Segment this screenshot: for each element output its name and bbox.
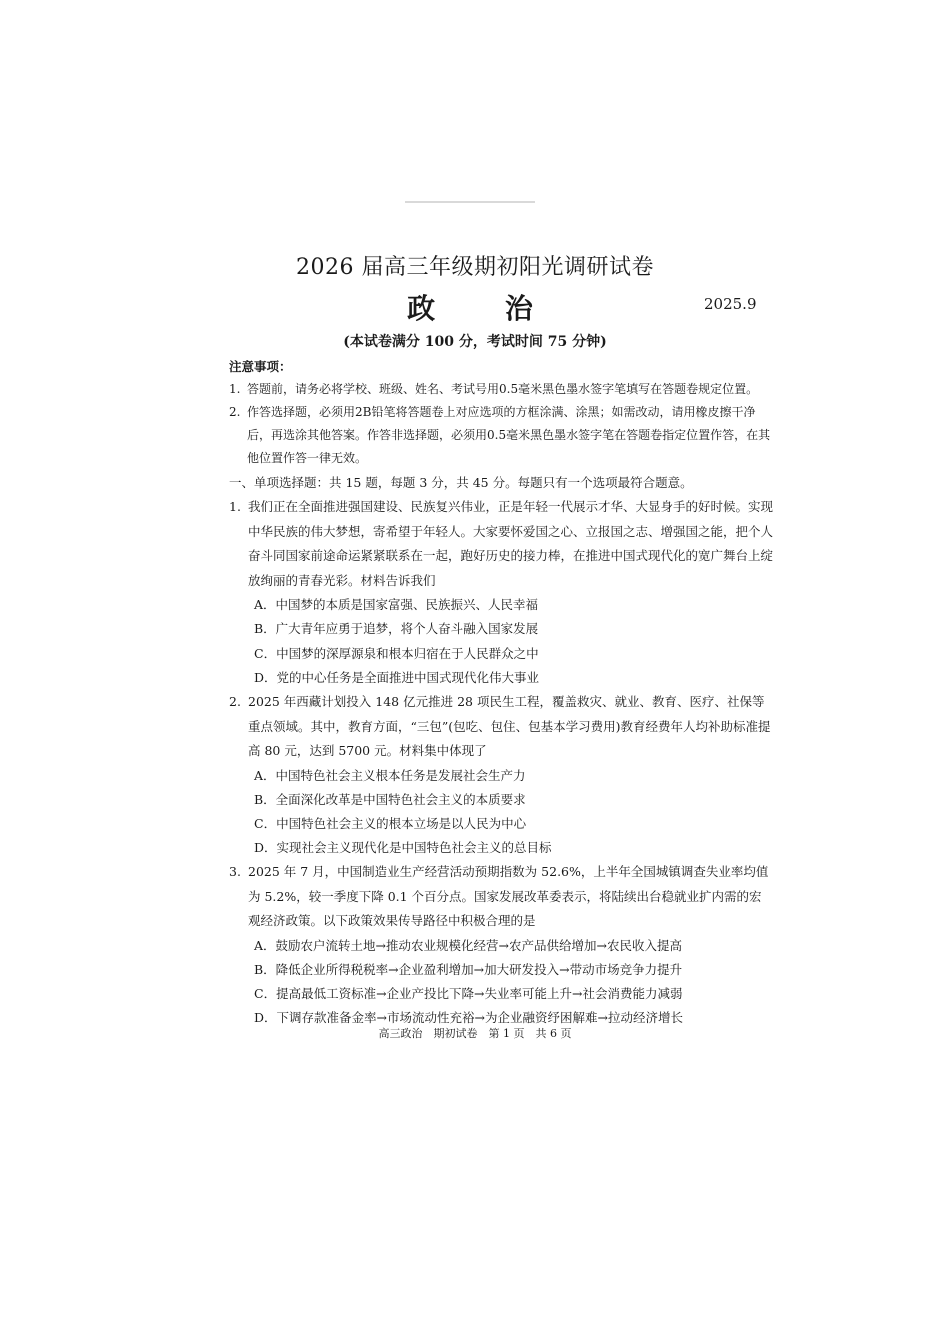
notes-heading: 注意事项： xyxy=(229,359,292,374)
section-heading: 一、单项选择题：共 15 题，每题 3 分，共 45 分。每题只有一个选项最符合题意。 xyxy=(229,475,693,490)
question xyxy=(229,690,774,861)
option-b: B．全面深化改革是中国特色社会主义的本质要求 xyxy=(254,791,526,807)
exam-date: 2025.9 xyxy=(704,295,757,313)
option-list xyxy=(229,593,774,690)
question-number: 3. xyxy=(229,864,241,879)
option-b: B．降低企业所得税税率→企业盈利增加→加大研发投入→带动市场竞争力提升 xyxy=(254,961,683,977)
question xyxy=(229,860,774,1031)
question-stem: 2025 年 7 月，中国制造业生产经营活动预期指数为 52.6%，上半年全国城镇调查失业率均值为 5.2%，较一季度下降 0.1 个百分点。国家发展改革委表示，将陆续出台稳就业扩内需的宏观经济政策。以下政策效果传导路径中积极合理的是 xyxy=(248,864,769,928)
question-stem: 2025 年西藏计划投入 148 亿元推进 28 项民生工程，覆盖救灾、就业、教育、医疗、社保等重点领域。其中，教育方面，“三包”(包吃、包住、包基本学习费用)教育经费年人均补助标准提高 80 元，达到 5700 元。材料集中体现了 xyxy=(248,694,771,758)
note-item xyxy=(229,401,774,470)
option-list xyxy=(229,764,774,861)
question-stem: 我们正在全面推进强国建设、民族复兴伟业，正是年轻一代展示才华、大显身手的好时候。实现中华民族的伟大梦想，寄希望于年轻人。大家要怀爱国之心、立报国之志、增强国之能，把个人奋斗同国家前途命运紧紧联系在一起，跑好历史的接力棒，在推进中国式现代化的宽广舞台上绽放绚丽的青春光彩。材料告诉我们 xyxy=(248,499,774,588)
exam-info: (本试卷满分 100 分，考试时间 75 分钟) xyxy=(343,334,607,350)
note-item xyxy=(229,378,774,401)
option-b: B．广大青年应勇于追梦，将个人奋斗融入国家发展 xyxy=(254,621,539,637)
note-text: 作答选择题，必须用2B铅笔将答题卷上对应选项的方框涂满、涂黑；如需改动，请用橡皮擦干净后，再选涂其他答案。作答非选择题，必须用0.5毫米黑色墨水签字笔在答题卷指定位置作答，在其他位置作答一律无效。 xyxy=(247,405,771,465)
scan-mark xyxy=(405,201,535,203)
note-number: 1. xyxy=(229,382,241,396)
note-number: 2. xyxy=(229,405,241,419)
subject-heading: 政 治 xyxy=(407,292,563,325)
option-d: D．下调存款准备金率→市场流动性充裕→为企业融资纾困解难→拉动经济增长 xyxy=(254,1010,683,1026)
exam-title: 2026 届高三年级期初阳光调研试卷 xyxy=(296,255,654,280)
option-d: D．实现社会主义现代化是中国特色社会主义的总目标 xyxy=(254,840,552,856)
option-a: A．中国梦的本质是国家富强、民族振兴、人民幸福 xyxy=(254,597,539,612)
option-a: A．鼓励农户流转土地→推动农业规模化经营→农产品供给增加→农民收入提高 xyxy=(254,937,682,953)
note-text: 答题前，请务必将学校、班级、姓名、考试号用0.5毫米黑色墨水签字笔填写在答题卷规定位置。 xyxy=(247,382,759,396)
option-list xyxy=(229,934,774,1031)
option-c: C．提高最低工资标准→企业产投比下降→失业率可能上升→社会消费能力减弱 xyxy=(254,986,683,1002)
question-number: 2. xyxy=(229,694,241,709)
page-footer: 高三政治 期初试卷 第 1 页 共 6 页 xyxy=(378,1027,572,1040)
option-d: D．党的中心任务是全面推进中国式现代化伟大事业 xyxy=(254,669,540,685)
question-number: 1. xyxy=(229,499,241,514)
option-c: C．中国特色社会主义的根本立场是以人民为中心 xyxy=(254,816,527,832)
option-a: A．中国特色社会主义根本任务是发展社会生产力 xyxy=(254,767,526,783)
question xyxy=(229,495,774,690)
option-c: C．中国梦的深厚源泉和根本归宿在于人民群众之中 xyxy=(254,645,539,661)
